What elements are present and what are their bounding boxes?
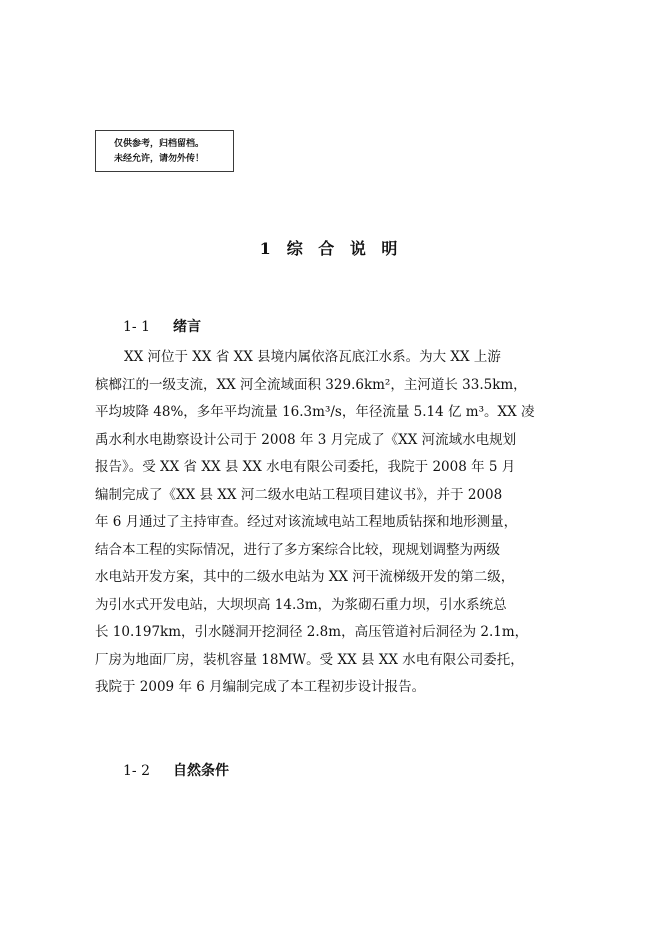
section-title: 自然条件 xyxy=(173,763,229,779)
paragraph-line: 平均坡降 48%，多年平均流量 16.3m³/s，年径流量 5.14 亿 m³。XX 凌 xyxy=(95,404,535,420)
notice-line-2: 未经允许，请勿外传！ xyxy=(114,154,205,164)
paragraph-line: XX 河位于 XX 省 XX 县境内属依洛瓦底江水系。为大 XX 上游 xyxy=(124,349,501,365)
paragraph-line: 槟榔江的一级支流，XX 河全流域面积 329.6km²，主河道长 33.5km， xyxy=(95,376,527,393)
paragraph-line: 年 6 月通过了主持审查。经过对该流域电站工程地质钻探和地形测量， xyxy=(95,514,518,530)
paragraph-line: 报告》。受 XX 省 XX 县 XX 水电有限公司委托，我院于 2008 年 5 月 xyxy=(95,459,516,475)
section-number: 1- 2 xyxy=(123,763,150,779)
notice-box xyxy=(95,130,234,172)
paragraph-line: 编制完成了《XX 县 XX 河二级水电站工程项目建议书》，并于 2008 xyxy=(95,486,503,503)
notice-line-1: 仅供参考，归档留档。 xyxy=(114,139,205,149)
section-title: 绪言 xyxy=(173,319,201,335)
section-heading-introduction xyxy=(123,316,201,336)
paragraph-line: 禹水利水电勘察设计公司于 2008 年 3 月完成了《XX 河流域水电规划 xyxy=(95,431,517,448)
paragraph-line: 为引水式开发电站，大坝坝高 14.3m，为浆砌石重力坝，引水系统总 xyxy=(95,596,507,613)
paragraph-line: 结合本工程的实际情况，进行了多方案综合比较，现规划调整为两级 xyxy=(95,541,500,558)
title-text: 综 合 说 明 xyxy=(286,239,403,258)
paragraph-line: 水电站开发方案，其中的二级水电站为 XX 河干流梯级开发的第二级， xyxy=(95,569,515,585)
paragraph-line: 厂房为地面厂房，装机容量 18MW。受 XX 县 XX 水电有限公司委托， xyxy=(95,651,524,668)
section-number: 1- 1 xyxy=(123,319,150,335)
title-number: 1 xyxy=(259,239,273,258)
introduction-paragraph xyxy=(95,344,585,702)
section-heading-natural-conditions xyxy=(123,760,229,780)
paragraph-line: 长 10.197km，引水隧洞开挖洞径 2.8m，高压管道衬后洞径为 2.1m， xyxy=(95,624,529,640)
document-title xyxy=(0,236,662,259)
paragraph-line: 我院于 2009 年 6 月编制完成了本工程初步设计报告。 xyxy=(95,679,426,695)
